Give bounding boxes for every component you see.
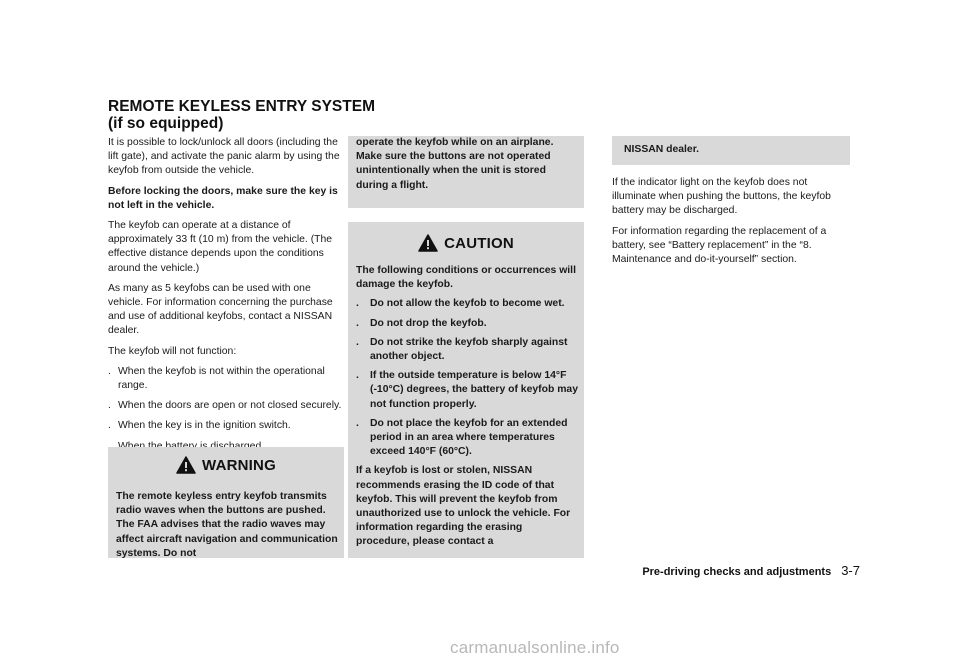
bullet-dot-icon: . <box>356 336 359 348</box>
list-item <box>356 297 578 311</box>
distance-paragraph: The keyfob can operate at a distance of approximately 33 ft (10 m) from the vehicle. (The effective distance depends upon the conditions around the vehicle.) <box>108 220 333 274</box>
not-function-paragraph: The keyfob will not function: <box>108 345 237 357</box>
bullet-dot-icon: . <box>356 298 359 310</box>
caution-heading: CAUTION <box>444 234 514 252</box>
bullet-dot-icon: . <box>356 417 359 429</box>
page-number: 3-7 <box>841 563 860 578</box>
column-1 <box>108 136 344 460</box>
list-item <box>108 365 344 393</box>
key-reminder-paragraph: Before locking the doors, make sure the key is not left in the vehicle. <box>108 185 338 211</box>
bullet-dot-icon: . <box>108 420 111 432</box>
warning-continued-text: operate the keyfob while on an airplane. Make sure the buttons are not operated unintentionally when the unit is stored during a flight. <box>356 137 554 191</box>
keyfob-count-paragraph: As many as 5 keyfobs can be used with one vehicle. For information concerning the purchase and use of additional keyfobs, contact a NISSAN dealer. <box>108 282 333 337</box>
caution-continued-text: NISSAN dealer. <box>624 144 700 155</box>
warning-text: The remote keyless entry keyfob transmits radio waves when the buttons are pushed. The FAA advises that the radio waves may affect aircraft navigation and communication systems. Do not <box>116 491 338 559</box>
battery-replacement-paragraph: For information regarding the replacement of a battery, see “Battery replacement” in the “8. Maintenance and do-it-yourself” section. <box>612 225 827 266</box>
list-item-text: Do not allow the keyfob to become wet. <box>370 298 565 310</box>
list-item <box>356 369 578 412</box>
intro-paragraph: It is possible to lock/unlock all doors (including the lift gate), and activate the panic alarm by using the keyfob from outside the vehicle. <box>108 137 340 177</box>
list-item <box>356 417 578 460</box>
bullet-dot-icon: . <box>108 365 111 377</box>
bullet-dot-icon: . <box>356 317 359 329</box>
list-item-text: If the outside temperature is below 14°F (-10°C) degrees, the battery of keyfob may not function properly. <box>370 370 578 410</box>
watermark <box>450 638 620 658</box>
caution-text <box>356 264 578 555</box>
footer-section-label: Pre-driving checks and adjustments <box>642 566 832 578</box>
section-title <box>108 98 448 132</box>
indicator-paragraph: If the indicator light on the keyfob does not illuminate when pushing the buttons, the keyfob battery may be discharged. <box>612 177 831 217</box>
bullet-dot-icon: . <box>356 370 359 382</box>
caution-header <box>348 226 584 260</box>
list-item-text: Do not place the keyfob for an extended period in an area where temperatures exceed 140°F (60°C). <box>370 417 568 458</box>
list-item <box>356 317 578 331</box>
warning-triangle-icon <box>418 234 438 252</box>
list-item <box>108 399 344 413</box>
list-item-text: When the key is in the ignition switch. <box>118 420 291 432</box>
watermark-logo: carmanualsonline.info <box>450 638 620 657</box>
caution-closing: If a keyfob is lost or stolen, NISSAN recommends erasing the ID code of that keyfob. This will prevent the keyfob from unauthorized use to unlock the vehicle. For information regarding the erasing procedure, please contact a <box>356 465 571 548</box>
list-item <box>108 419 344 433</box>
list-item <box>356 336 578 364</box>
list-item-text: Do not drop the keyfob. <box>370 317 487 329</box>
warning-triangle-icon <box>176 456 196 474</box>
warning-header <box>108 447 344 483</box>
page-footer <box>620 562 860 580</box>
list-item-text: When the doors are open or not closed securely. <box>118 400 342 412</box>
bullet-dot-icon: . <box>108 400 111 412</box>
list-item-text: Do not strike the keyfob sharply against another object. <box>370 336 568 363</box>
caution-intro: The following conditions or occurrences will damage the keyfob. <box>356 265 576 291</box>
list-item-text: When the keyfob is not within the operational range. <box>118 365 325 392</box>
section-title-line1: REMOTE KEYLESS ENTRY SYSTEM <box>108 98 375 115</box>
warning-heading: WARNING <box>202 456 276 474</box>
column-4 <box>612 176 848 273</box>
section-title-line2: (if so equipped) <box>108 115 224 132</box>
